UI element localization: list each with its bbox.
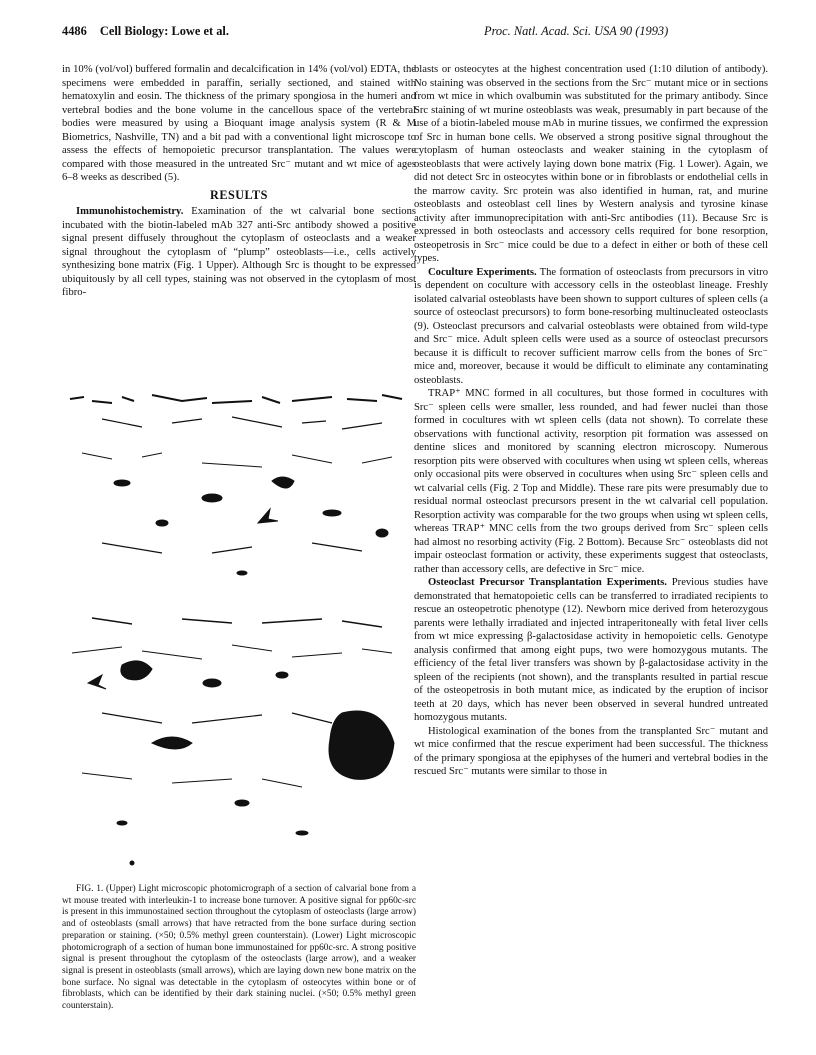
upper-micrograph (70, 395, 402, 575)
immunohistochemistry-heading: Immunohistochemistry. (76, 206, 184, 217)
figure-1-caption-text: FIG. 1. (Upper) Light microscopic photomicrograph of a section of calvarial bone from a wt mouse treated with interleukin-1 to increase bone turnover. A positive signal for pp60c-src is present in this immunostained section throughout the cytoplasm of osteoclasts (large arrow) and of osteoblasts (small arrows) that have retracted from the bone surface during section preparation or staining. (×50; 0.5% methyl green counterstain). (Lower) Light microscopic photomicrograph of a section of human bone immunostained for pp60c-src. A strong positive signal is present throughout the cytoplasm of the osteoclasts (large arrow), and a weaker signal is present in osteoblasts (small arrows), which are laying down new bone matrix on the bone surface. No signal was detectable in the cytoplasm of osteocytes within bone or of fibroblasts, which can be identified by their dark staining nuclei. (×50; 0.5% methyl green counterstain). (62, 884, 416, 1012)
immunohistochemistry-text: Examination of the wt calvarial bone sections incubated with the biotin-labeled mAb 327 anti-Src antibody showed a positive signal present diffusely throughout the cytoplasm of osteoclasts and a weaker signal throughout the cytoplasm of “plump” osteoblasts—i.e., cells actively synthesizing bone matrix (Fig. 1 Upper). Although Src is thought to be expressed ubiquitously by all cell types, staining was not observed in the cytoplasm of most fibro- (62, 206, 416, 298)
transplantation-paragraph (414, 576, 768, 725)
page-number: 4486 (62, 24, 87, 38)
trap-mnc-paragraph: TRAP⁺ MNC formed in all cocultures, but those formed in cocultures with Src⁻ spleen cells were smaller, less rounded, and had fewer nuclei than those formed in cocultures with wt spleen cells (data not shown). To correlate these observations with functional activity, resorption pit formation was assessed on dentine slices and monitored by scanning electron microscopy. Numerous resorption pits were observed with cocultures when using wt spleen cells, whereas only occasional pits were observed in cocultures when using Src⁻ spleen cells and wt calvarial cells (Fig. 2 Top and Middle). These rare pits were presumably due to residual normal osteoclast precursors present in the wt calvarial cell population. Resorption activity was comparable for the two groups when using wt spleen cells, whereas TRAP⁺ MNC cells from the two groups derived from Src⁻ spleen cells had almost no resorbing activity (Fig. 2 Bottom). Because Src⁻ osteoblasts did not impair osteoclast formation or activity, these experiments suggest that osteoclasts, rather than accessory cells, are defective in Src⁻ mice. (414, 388, 768, 575)
journal-citation: Proc. Natl. Acad. Sci. USA 90 (1993) (484, 24, 669, 38)
section-title: Cell Biology: Lowe et al. (99, 24, 229, 38)
src-expression-paragraph: blasts or osteocytes at the highest concentration used (1:10 dilution of antibody). No staining was observed in the sections from the Src⁻ mutant mice or in sections from wt mice in which ovalbumin was substituted for the primary antibody. Since Src staining of wt murine osteoblasts was weak, presumably in part because of the use of a biotin-labeled mouse mAb in murine tissues, we confirmed the expression of Src in human bone cells. We observed a strong positive signal throughout the cytoplasm of human osteoclasts and weaker staining in the cytoplasm of osteoblasts that were actively laying down bone matrix (Fig. 1 Lower). Again, we did not detect Src in osteocytes within bone or in fibroblasts or endothelial cells in the marrow cavity. Src protein was also identified in human, rat, and murine osteoblasts and osteoblast cell lines by Western analysis and tyrosine kinase activity after immunoprecipitation with anti-Src antibodies (11). Because Src is expressed in both osteoclasts and accessory cells required for bone resorption, osteopetrosis in Src⁻ mice could be due to a defect in either or both of these cell types. (414, 64, 768, 264)
immunohistochemistry-paragraph (62, 205, 416, 300)
results-heading: RESULTS (210, 187, 268, 202)
transplantation-text: Previous studies have demonstrated that hematopoietic cells can be transferred to irradiated recipients to rescue an osteopetrotic phenotype (12). Newborn mice derived from heterozygous parents were lethally irradiated and injected intraperitoneally with fetal liver cells from wt mice expressing β-galactosidase activity in hemopoietic cells. Genotype analysis confirmed that among eight pups, two were homozygous mutants. The efficiency of the fetal liver transfers was shown by β-galactosidase activity in the spleen of the recipients (not shown), and the transplants resulted in partial rescue of the osteopetrosis in both mutant mice, as indicated by the eruption of incisor teeth at 20 days, which has never been observed in several hundred untreated homozygous mutants. (414, 577, 768, 723)
transplantation-heading: Osteoclast Precursor Transplantation Experiments. (428, 577, 667, 588)
coculture-heading: Coculture Experiments. (428, 266, 537, 278)
methods-paragraph: in 10% (vol/vol) buffered formalin and decalcification in 14% (vol/vol) EDTA, the specimens were embedded in paraffin, serially sectioned, and stained with hematoxylin and eosin. The thickness of the primary spongiosa in the humeri and vertebral bodies and the bone volume in the cancellous space of the vertebral bodies were measured by using a Bioquant image analysis system (R & M Biometrics, Nashville, TN) and a bit pad with a conventional light microscope to assess the effects of hemopoietic precursor transplantation. The values were compared with those measured in the untreated Src⁻ mutant and wt mice of ages 6–8 weeks as described (5). (62, 64, 416, 183)
coculture-text: The formation of osteoclasts from precursors in vitro is dependent on coculture with accessory cells in the osteoblast lineage. Freshly isolated calvarial osteoblasts have been shown to support cultures of spleen cells (a source of osteoclast precursors) to form bone-resorbing multinucleated osteoclasts (9). Osteoclast precursors and calvarial osteoblasts were obtained from wild-type and Src⁻ mice. Adult spleen cells were used as a source of osteoclast precursors because it is difficult to recover sufficient marrow cells from the bones of Src⁻ mice and, moreover, because it would be difficult to eliminate any contaminating osteoblasts. (414, 266, 768, 386)
figure-1-micrographs (62, 383, 416, 875)
lower-micrograph (72, 618, 394, 865)
coculture-paragraph (414, 266, 768, 388)
right-column (414, 63, 768, 779)
running-header-left (62, 24, 229, 39)
figure-1-caption (62, 884, 416, 1013)
histology-paragraph: Histological examination of the bones from the transplanted Src⁻ mutant and wt mice confirmed that the rescue experiment had been successful. The thickness of the primary spongiosa at the epiphyses of the humeri and vertebral bodies in the rescued Src⁻ mutants were similar to those in (414, 725, 768, 777)
left-column (62, 63, 416, 300)
